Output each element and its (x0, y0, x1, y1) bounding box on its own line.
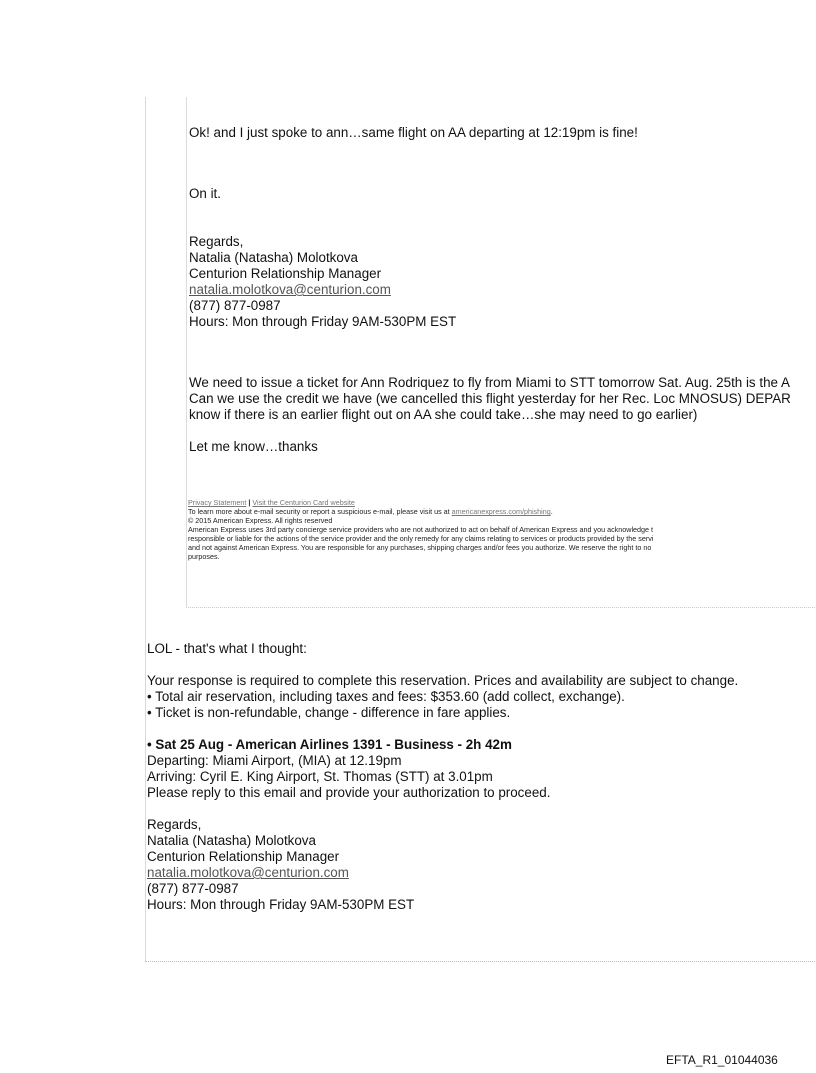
phishing-link[interactable]: americanexpress.com/phishing (451, 507, 551, 516)
footer-learn-prefix: To learn more about e-mail security or report a suspicious e-mail, please visit us at (188, 507, 450, 516)
signature-name: Natalia (Natasha) Molotkova (147, 833, 316, 848)
footer-link-separator: | (248, 498, 251, 507)
footer-copyright: © 2015 American Express. All rights reserved (188, 516, 333, 525)
quoted-signature-title: Centurion Relationship Manager (189, 266, 382, 281)
quoted-signature-regards: Regards, (189, 234, 244, 249)
request-thanks: Let me know…thanks (189, 439, 318, 454)
signature-email-link[interactable]: natalia.molotkova@centurion.com (147, 865, 349, 880)
quoted-signature-hours: Hours: Mon through Friday 9AM-530PM EST (189, 314, 457, 329)
lol-line: LOL - that's what I thought: (147, 641, 307, 656)
footer-disclaimer-3: and not against American Express. You are responsible for any purchases, shipping charges and/or fees you authorize. We reserve the right to no (188, 543, 652, 552)
signature-regards: Regards, (147, 817, 202, 832)
signature-phone: (877) 877-0987 (147, 881, 239, 896)
quoted-reply-on-it: On it. (189, 186, 221, 201)
quoted-signature-name: Natalia (Natasha) Molotkova (189, 250, 358, 265)
total-bullet: • Total air reservation, including taxes and fees: $353.60 (add collect, exchange). (147, 689, 625, 704)
privacy-statement-link[interactable]: Privacy Statement (188, 498, 247, 507)
response-required: Your response is required to complete this reservation. Prices and availability are subject to change. (147, 673, 739, 688)
flight-details: • Sat 25 Aug - American Airlines 1391 - Business - 2h 42m (147, 737, 512, 752)
quoted-signature-phone: (877) 877-0987 (189, 298, 281, 313)
footer-disclaimer-4: purposes. (188, 552, 220, 561)
document-id: EFTA_R1_01044036 (666, 1053, 778, 1067)
arriving-line: Arriving: Cyril E. King Airport, St. Thomas (STT) at 3.01pm (147, 769, 493, 784)
signature-title: Centurion Relationship Manager (147, 849, 340, 864)
request-line-1: We need to issue a ticket for Ann Rodriquez to fly from Miami to STT tomorrow Sat. Aug. 25th is the A (189, 375, 790, 390)
request-line-2: Can we use the credit we have (we cancelled this flight yesterday for her Rec. Loc MNOSUS) DEPAR (189, 391, 791, 406)
footer-disclaimer-2: responsible or liable for the actions of the service provider and the only remedy for any claims relating to services or products provided by the servi (188, 534, 654, 543)
authorization-line: Please reply to this email and provide your authorization to proceed. (147, 785, 551, 800)
footer-disclaimer-1: American Express uses 3rd party concierge service providers who are not authorized to act on behalf of American Express and you acknowledge t (188, 525, 654, 534)
signature-hours: Hours: Mon through Friday 9AM-530PM EST (147, 897, 415, 912)
footer-learn-suffix: . (550, 507, 553, 516)
request-line-3: know if there is an earlier flight out on AA she could take…she may need to go earlier) (189, 407, 698, 422)
visit-centurion-link[interactable]: Visit the Centurion Card website (252, 498, 355, 507)
departing-line: Departing: Miami Airport, (MIA) at 12.19pm (147, 753, 402, 768)
footer-links (188, 498, 355, 507)
refund-bullet: • Ticket is non-refundable, change - difference in fare applies. (147, 705, 511, 720)
quoted-line-ok: Ok! and I just spoke to ann…same flight on AA departing at 12:19pm is fine! (189, 125, 638, 140)
quoted-signature-email-link[interactable]: natalia.molotkova@centurion.com (189, 282, 391, 297)
footer-learn-more (188, 507, 553, 516)
